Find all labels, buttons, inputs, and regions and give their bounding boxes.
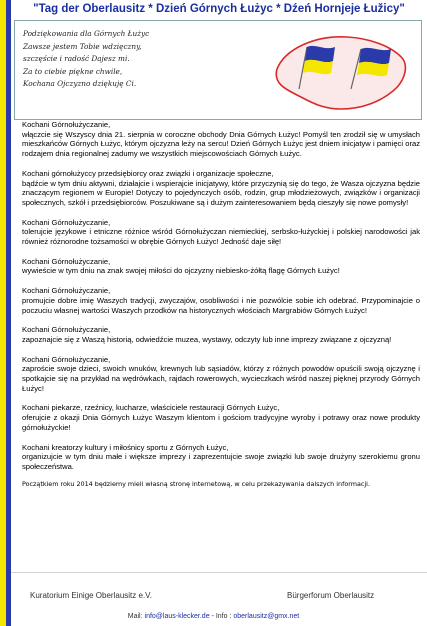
- paragraph: [22, 325, 420, 344]
- paragraph-body: tolerujcie językowe i etniczne różnice wśród Górnołużyczan niemieckiej, serbsko-łużyckiej i polskiej narodowości jak również różnorodne tożsamości w obrębie Górnych Łużyc! Jedność daje siłę!: [22, 227, 420, 247]
- poem-line: Zawsze jestem Tobie wdzięczny,: [23, 41, 142, 51]
- paragraph-greeting: Kochani Górnołużyczanie,: [22, 217, 111, 227]
- main-text: [22, 120, 420, 489]
- paragraph-body: promujcie dobre imię Waszych tradycji, zwyczajów, osobliwości i nie pozwólcie sobie ich odebrać. Przypominajcie o poczuciu własnej wartości Waszych przodków na historycznych włościach Margrabiów Górnych Łużyc!: [22, 295, 420, 315]
- paragraph-body: wywieście w tym dniu na znak swojej miłości do ojczyzny niebiesko-żółtą flagę Górnych Łużyc!: [22, 266, 340, 276]
- footer-contact: [0, 613, 427, 620]
- paragraph-body: organizujcie w tym dniu małe i większe imprezy i zaprezentujcie swoje związki lub swoje drużyny szerokiemu gronu społeczeństwa.: [22, 452, 420, 471]
- footer-organization-right: Bürgerforum Oberlausitz: [287, 591, 375, 600]
- paragraph: [22, 218, 420, 247]
- footer-divider: [11, 572, 427, 573]
- paragraph-body: zaproście swoje dzieci, swoich wnuków, krewnych lub sąsiadów, którzy z różnych powodów opuścili swoją ojczyznę i spotkajcie się na przykład na wędrówkach, rajdach rowerowych, wycieczkach wśród naszej pięknej przyrody Górnych Łużyc!: [22, 364, 420, 393]
- paragraph: [22, 286, 420, 315]
- paragraph: [22, 120, 420, 159]
- poem-banner: [14, 20, 422, 120]
- email-link-oberlausitz[interactable]: oberlausitz@gmx.net: [233, 613, 300, 620]
- paragraph-body: zapoznajcie się z Waszą historią, odwiedźcie muzea, wystawy, odczyty lub inne imprezy związane z ojczyzną!: [22, 334, 392, 344]
- paragraph: [22, 169, 420, 208]
- paragraph: [22, 403, 420, 432]
- paragraph-greeting: Kochani Górnołużyczanie,: [22, 120, 111, 129]
- poem-line: Za to ciebie piękne chwile,: [23, 66, 123, 76]
- poem-line: Podziękowania dla Górnych Łużyc: [23, 29, 150, 38]
- paragraph: [22, 355, 420, 394]
- footer-organization-left: Kuratorium Einige Oberlausitz e.V.: [30, 591, 152, 600]
- paragraph-body: włączcie się Wszyscy dnia 21. sierpnia w coroczne obchody Dnia Górnych Łużyc! Pomyśl ten zrodził się w umysłach mieszkańców Górnych Łużyc, którym ojczyzna leży na sercu! Dzień Górnych Łużyc jest dniem inicjatyw i pamięci oraz rodzajem dnia regionalnej zadumy we wszystkich miejscowościach Górnych Łużyc.: [22, 129, 420, 159]
- oberlausitz-map-icon: [255, 25, 415, 115]
- paragraph-greeting: Kochani górnołużyccy przedsiębiorcy oraz związki i organizacje społeczne,: [22, 168, 274, 178]
- paragraph-body: oferujcie z okazji Dnia Górnych Łużyc Waszym klientom i gościom tradycyjne wyroby i potrawy oraz nowe produkty górnołużyckie!: [22, 413, 420, 432]
- paragraph-greeting: Kochani piekarze, rzeźnicy, kucharze, właściciele restauracji Górnych Łużyc,: [22, 403, 280, 413]
- blue-flag-stripe: [6, 0, 11, 626]
- paragraph-body: bądźcie w tym dniu aktywni, działajcie i wspierajcie inicjatywy, które przyczynią się do tego, że Wasza ojczyzna będzie znaczącym regionem w Europie! Dotyczy to pojedynczych osób, rodzin, grup młodzieżowych, związków i organizacji społecznych, szkół i przedsiębiorców. Poszukiwane są i dużym zainteresowaniem będą cieszyły się nowe pomysły!: [22, 178, 420, 207]
- paragraph: [22, 257, 420, 276]
- paragraph-greeting: Kochani Górnołużyczanie,: [22, 286, 111, 296]
- paragraph-greeting: Kochani kreatorzy kultury i miłośnicy sportu z Górnych Łużyc,: [22, 442, 229, 452]
- email-link-info[interactable]: info@laus-klecker.de: [144, 613, 210, 620]
- poem-line: Kochana Ojczyzno dziękuję Ci.: [23, 79, 137, 88]
- paragraph: [22, 443, 420, 472]
- closing-note: Początkiem roku 2014 będziemy mieli własną stronę internetową, w celu przekazywania dalszych informacji.: [22, 479, 370, 488]
- mail-separator: - Info :: [211, 613, 232, 620]
- paragraph-greeting: Kochani Górnołużyczanie,: [22, 354, 111, 364]
- mail-label: Mail:: [127, 613, 143, 620]
- paragraph-greeting: Kochani Górnołużyczanie,: [22, 256, 111, 266]
- page-title: "Tag der Oberlausitz * Dzień Górnych Łużyc * Dźeń Hornjeje Łužicy": [33, 3, 405, 15]
- poem-line: szczęście i radość Dajesz mi.: [23, 54, 130, 63]
- paragraph-greeting: Kochani Górnołużyczanie,: [22, 325, 111, 335]
- poem: [23, 28, 149, 91]
